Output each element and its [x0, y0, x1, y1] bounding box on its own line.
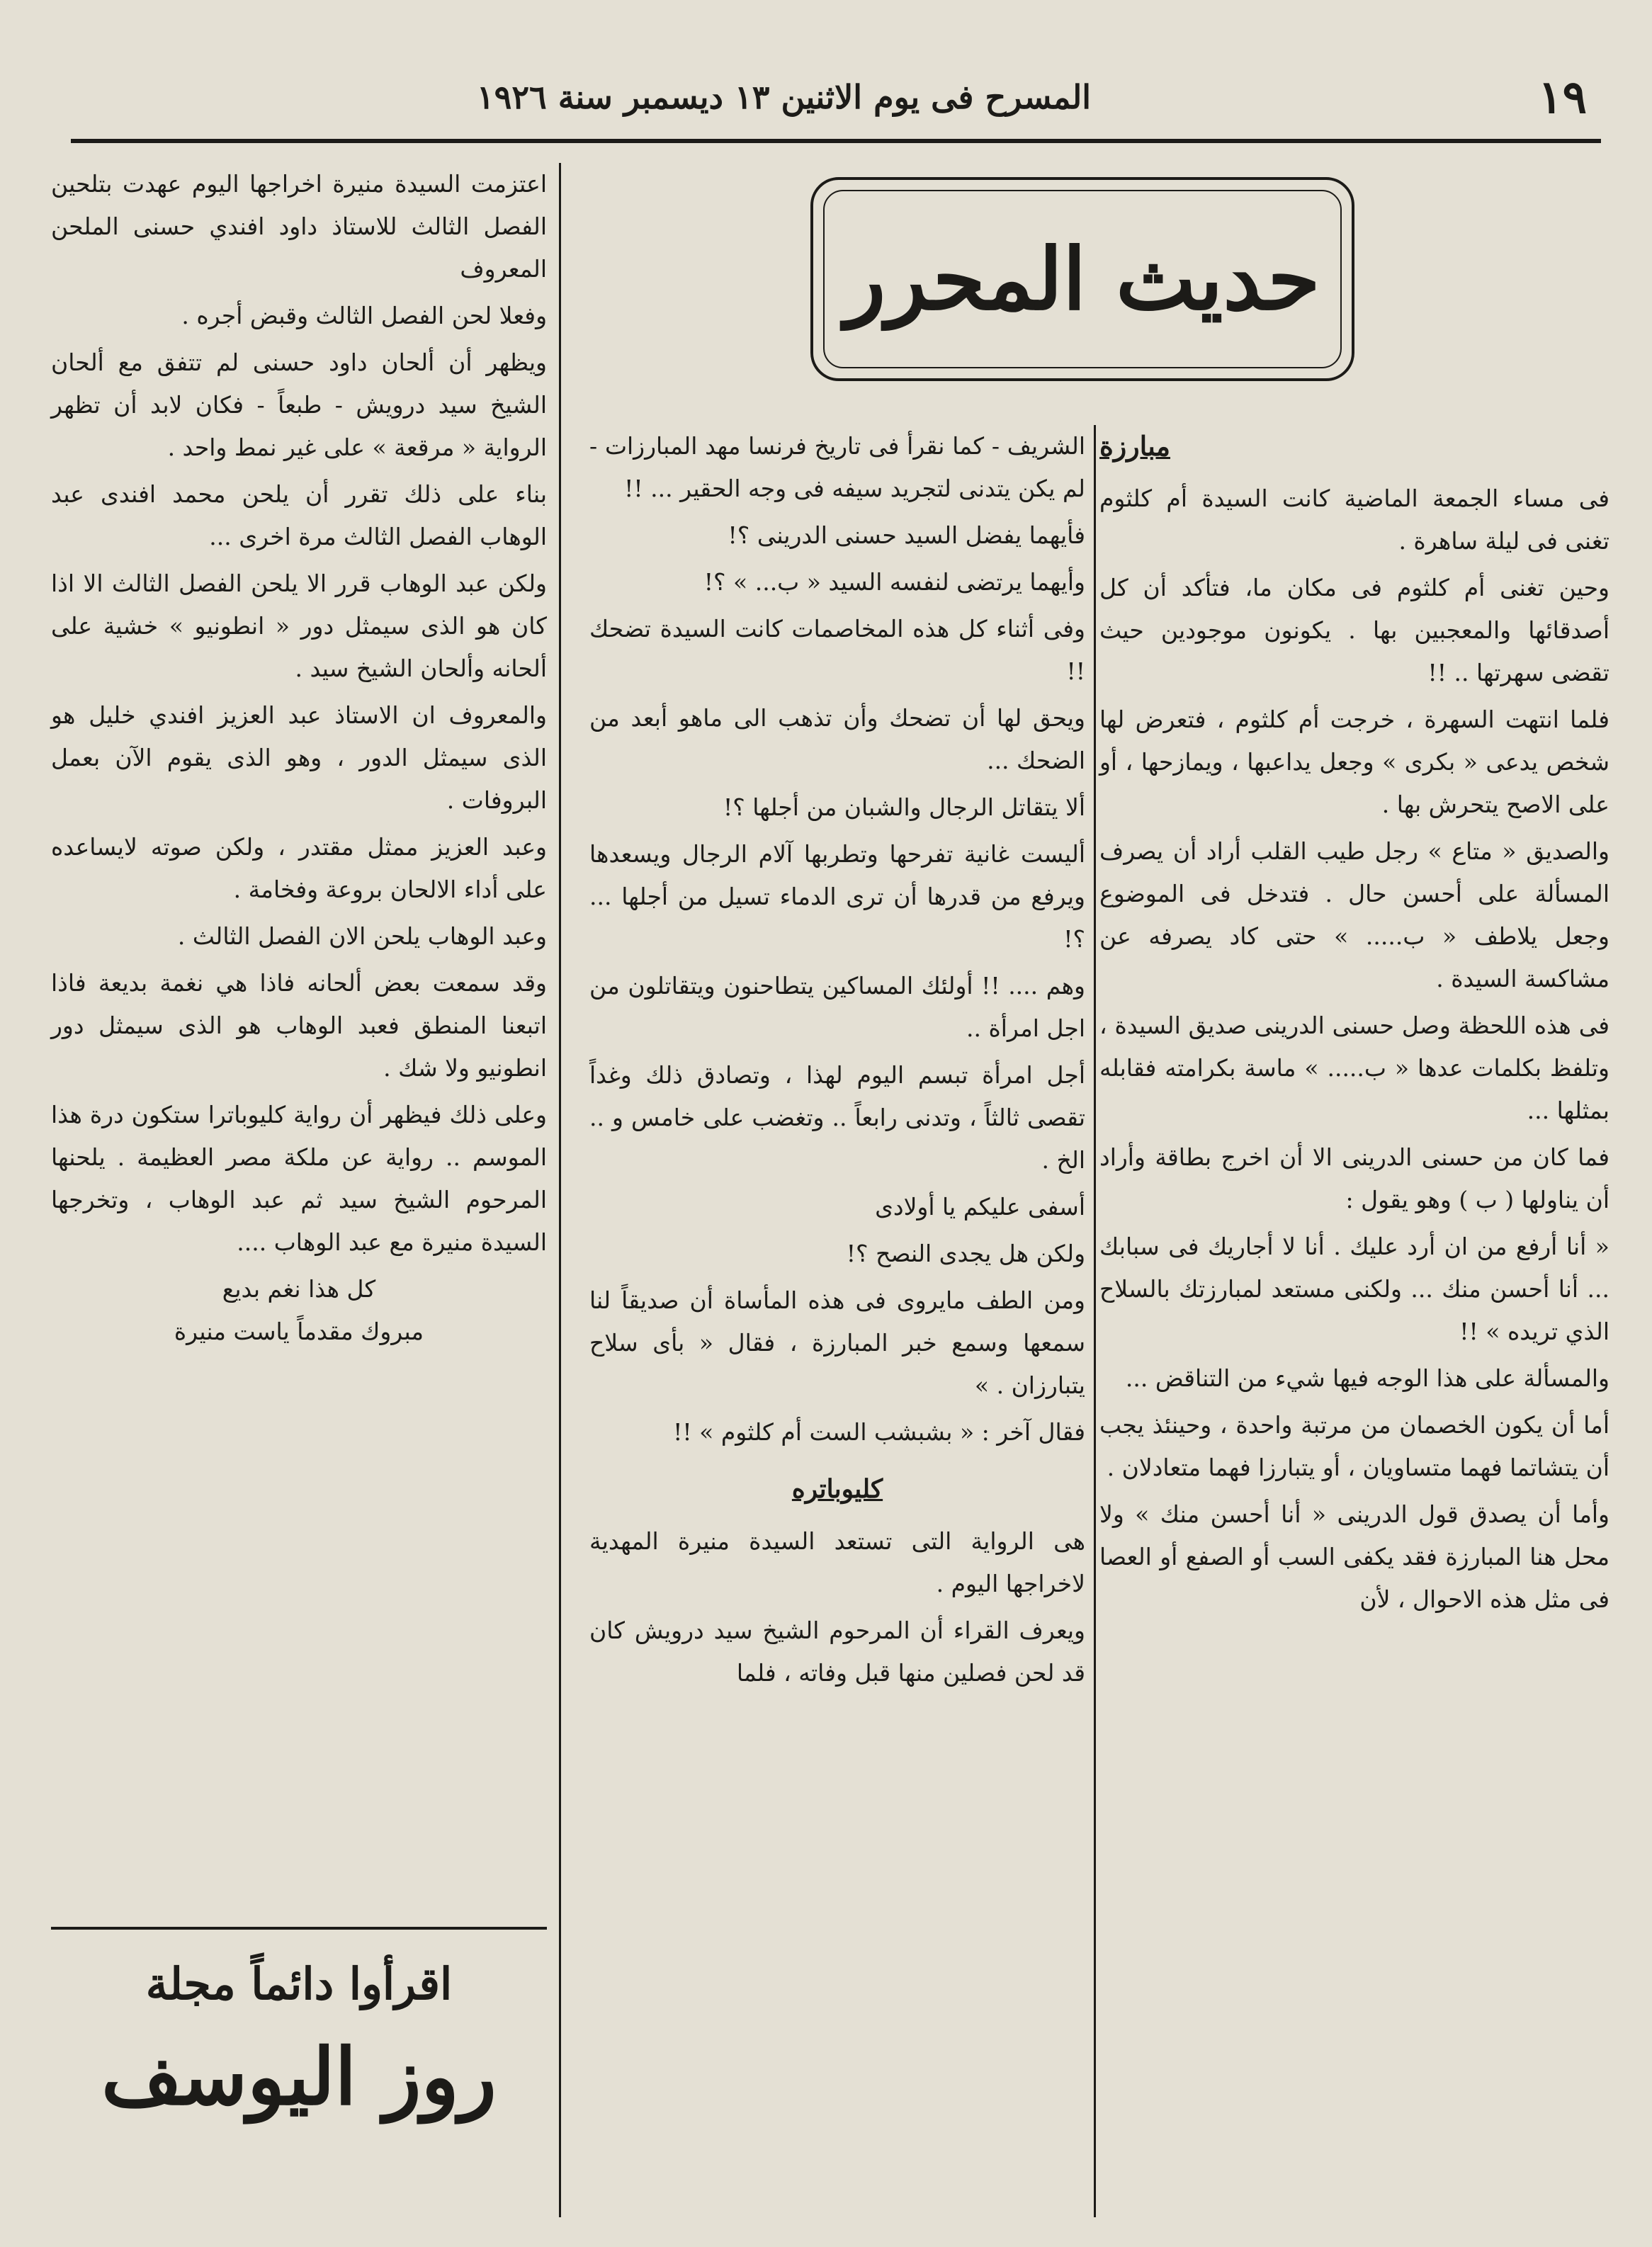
article-subheading: كليوباتره [791, 1474, 883, 1504]
paragraph: ولكن هل يجدى النصح ؟! [846, 1240, 1085, 1267]
paragraph: ومن الطف مايروى فى هذه المأساة أن صديقاً لنا سمعها وسمع خبر المبارزة ، فقال « بأى سلاح يتبارزان . » [589, 1286, 1085, 1399]
paragraph: فقال آخر : « بشبشب الست أم كلثوم » !! [673, 1418, 1085, 1446]
paragraph: بناء على ذلك تقرر أن يلحن محمد افندى عبد الوهاب الفصل الثالث مرة اخرى ... [51, 480, 547, 550]
column-middle [589, 425, 1085, 2219]
paragraph: وعبد الوهاب يلحن الان الفصل الثالث . [177, 922, 547, 950]
running-head: المسرح فى يوم الاثنين ١٣ ديسمبر سنة ١٩٢٦ [476, 78, 1091, 116]
article-heading: مبارزة [1099, 430, 1171, 462]
page-header [71, 71, 1601, 149]
paragraph: والصديق « متاع » رجل طيب القلب أراد أن يصرف المسألة على أحسن حال . فتدخل فى الموضوع وجعل يلاطف « ب..... » حتى كاد يصرفه عن مشاكسة السيدة . [1099, 837, 1609, 992]
paragraph: الشريف - كما نقرأ فى تاريخ فرنسا مهد المبارزات - لم يكن يتدنى لتجريد سيفه فى وجه الحقير ... !! [589, 432, 1085, 502]
paragraph: وهم .... !! أولئك المساكين يتطاحنون ويتقاتلون من اجل امرأة .. [589, 972, 1085, 1042]
paragraph: ويظهر أن ألحان داود حسنى لم تتفق مع ألحان الشيخ سيد درويش - طبعاً - فكان لابد أن تظهر الرواية « مرقعة » على غير نمط واحد . [51, 349, 547, 461]
paragraph: فما كان من حسنى الدرينى الا أن اخرج بطاقة وأراد أن يناولها ( ب ) وهو يقول : [1099, 1143, 1609, 1213]
paragraph: وفى أثناء كل هذه المخاصمات كانت السيدة تضحك !! [589, 615, 1085, 685]
column-left [51, 163, 547, 2219]
paragraph: وفعلا لحن الفصل الثالث وقبض أجره . [181, 302, 547, 329]
paragraph: ألا يتقاتل الرجال والشبان من أجلها ؟! [723, 793, 1085, 821]
paragraph: هى الرواية التى تستعد السيدة منيرة المهدية لاخراجها اليوم . [589, 1527, 1085, 1597]
paragraph: وحين تغنى أم كلثوم فى مكان ما، فتأكد أن كل أصدقائها والمعجبين بها . يكونون موجودين حيث تقضى سهرتها .. !! [1099, 574, 1609, 686]
paragraph: « أنا أرفع من ان أرد عليك . أنا لا أجاريك فى سبابك ... أنا أحسن منك ... ولكنى مستعد لمبارزتك بالسلاح الذي تريده » !! [1099, 1233, 1609, 1345]
column-divider [559, 163, 561, 2217]
paragraph: ويحق لها أن تضحك وأن تذهب الى ماهو أبعد من الضحك ... [589, 704, 1085, 774]
page-number: ١٩ [1538, 71, 1587, 124]
title-frame [810, 177, 1354, 381]
paragraph: وقد سمعت بعض ألحانه فاذا هي نغمة بديعة فاذا اتبعنا المنطق فعبد الوهاب هو الذى سيمثل دور انطونيو ولا شك . [51, 969, 547, 1082]
column-right [1099, 425, 1609, 2219]
paragraph: أجل امرأة تبسم اليوم لهذا ، وتصادق ذلك وغداً تقصى ثالثاً ، وتدنى رابعاً .. وتغضب على خامس و .. الخ . [589, 1061, 1085, 1174]
advert-magazine-name: روز اليوسف [101, 2031, 497, 2122]
paragraph: أما أن يكون الخصمان من مرتبة واحدة ، وحينئذ يجب أن يتشاتما فهما متساويان ، أو يتبارزا فهما متعادلان . [1099, 1411, 1609, 1481]
section-title: حديث المحرر [844, 230, 1320, 329]
paragraph: وعلى ذلك فيظهر أن رواية كليوباترا ستكون درة هذا الموسم .. رواية عن ملكة مصر العظيمة . يلحنها المرحوم الشيخ سيد ثم عبد الوهاب ، وتخرجها السيدة منيرة مع عبد الوهاب .... [51, 1101, 547, 1256]
paragraph: أسفى عليكم يا أولادى [875, 1193, 1085, 1221]
header-rule [71, 139, 1601, 143]
paragraph: وأيهما يرتضى لنفسه السيد « ب... » ؟! [703, 568, 1085, 596]
paragraph: وأما أن يصدق قول الدرينى « أنا أحسن منك » ولا محل هنا المبارزة فقد يكفى السب أو الصفع أو العصا فى مثل هذه الاحوال ، لأن [1099, 1500, 1609, 1613]
closing-line: مبروك مقدماً ياست منيرة [174, 1318, 424, 1345]
magazine-advert [51, 1927, 547, 2213]
column-divider [1094, 425, 1096, 2217]
advert-line: اقرأوا دائماً مجلة [145, 1958, 453, 2010]
paragraph: وعبد العزيز ممثل مقتدر ، ولكن صوته لايساعده على أداء الالحان بروعة وفخامة . [51, 833, 547, 903]
paragraph: فلما انتهت السهرة ، خرجت أم كلثوم ، فتعرض لها شخص يدعى « بكرى » وجعل يداعبها ، ويمازحها ، أو على الاصح يتحرش بها . [1099, 706, 1609, 818]
paragraph: فأيهما يفضل السيد حسنى الدرينى ؟! [728, 521, 1085, 549]
paragraph: اعتزمت السيدة منيرة اخراجها اليوم عهدت بتلحين الفصل الثالث للاستاذ داود افندي حسنى الملحن المعروف [51, 170, 547, 283]
paragraph: والمسألة على هذا الوجه فيها شيء من التناقض ... [1125, 1364, 1609, 1392]
closing-line: كل هذا نغم بديع [222, 1275, 376, 1303]
paragraph: ويعرف القراء أن المرحوم الشيخ سيد درويش كان قد لحن فصلين منها قبل وفاته ، فلما [589, 1617, 1085, 1687]
paragraph: فى هذه اللحظة وصل حسنى الدرينى صديق السيدة ، وتلفظ بكلمات عدها « ب..... » ماسة بكرامته فقابله بمثلها ... [1099, 1012, 1609, 1124]
paragraph: أليست غانية تفرحها وتطربها آلام الرجال ويسعدها ويرفع من قدرها أن ترى الدماء تسيل من أجلها ... ؟! [589, 840, 1085, 953]
paragraph: والمعروف ان الاستاذ عبد العزيز افندي خليل هو الذى سيمثل الدور ، وهو الذى يقوم الآن بعمل البروفات . [51, 701, 547, 814]
paragraph: ولكن عبد الوهاب قرر الا يلحن الفصل الثالث الا اذا كان هو الذى سيمثل دور « انطونيو » خشية على ألحانه وألحان الشيخ سيد . [51, 570, 547, 682]
paragraph: فى مساء الجمعة الماضية كانت السيدة أم كلثوم تغنى فى ليلة ساهرة . [1099, 485, 1609, 555]
